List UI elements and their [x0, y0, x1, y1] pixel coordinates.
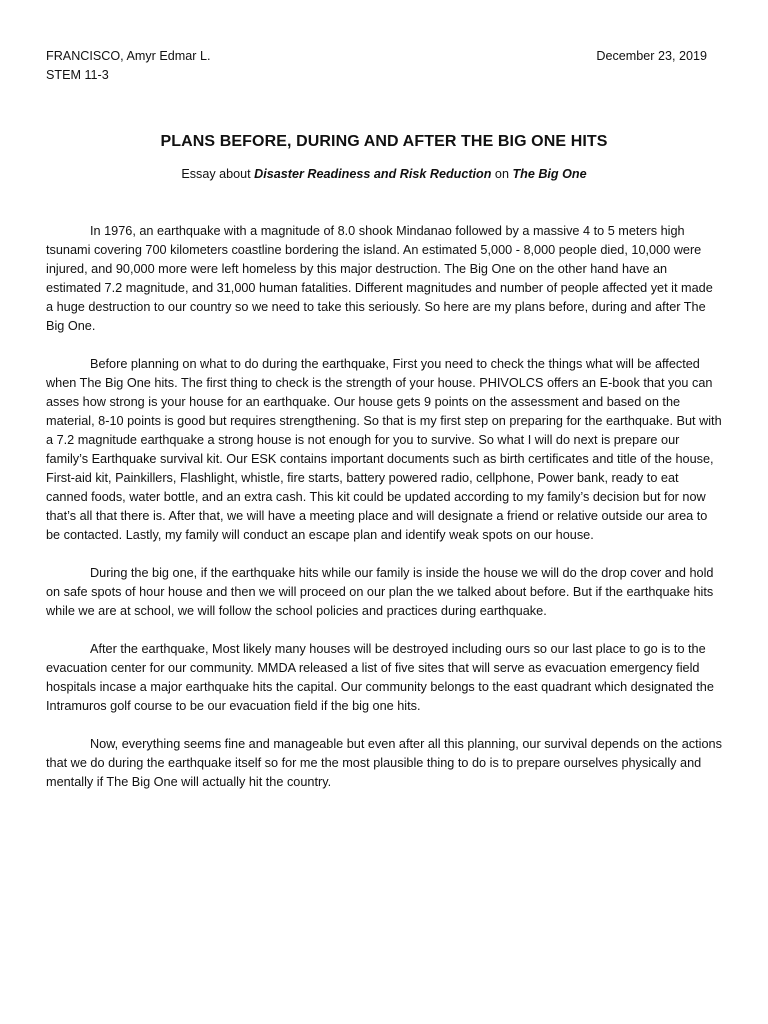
- essay-subtitle: [0, 165, 768, 184]
- paragraph-conclusion: Now, everything seems fine and manageable but even after all this planning, our survival depends on the actions that we do during the earthquake itself so for me the most plausible thing to do is to prepare ourselves physically and mentally if The Big One will actually hit the country.: [46, 737, 722, 789]
- essay-body: [46, 222, 722, 811]
- paragraph-after: After the earthquake, Most likely many houses will be destroyed including ours so our last place to go is to the evacuation center for our community. MMDA released a list of five sites that will serve as evacuation emergency field hospitals incase a major earthquake hits the capital. Our community belongs to the east quadrant which designated the Intramuros golf course to be our evacuation field if the big one hits.: [46, 642, 714, 713]
- author-name: FRANCISCO, Amyr Edmar L.: [46, 49, 211, 63]
- subtitle-subject: The Big One: [512, 167, 587, 181]
- document-date: December 23, 2019: [596, 49, 707, 63]
- subtitle-topic: Disaster Readiness and Risk Reduction: [254, 167, 492, 181]
- paragraph-intro: In 1976, an earthquake with a magnitude of 8.0 shook Mindanao followed by a massive 4 to 5 meters high tsunami covering 700 kilometers coastline bordering the island. An estimated 5,000 - 8,000 people died, 10,000 were injured, and 90,000 more were left homeless by this major destruction. The Big One on the other hand have an estimated 7.2 magnitude, and 31,000 human fatalities. Different magnitudes and number of people affected yet it made a huge destruction to our country so we need to take this seriously. So here are my plans before, during and after The Big One.: [46, 224, 713, 333]
- author-section: STEM 11-3: [46, 68, 109, 82]
- paragraph-before: Before planning on what to do during the earthquake, First you need to check the things what will be affected when The Big One hits. The first thing to check is the strength of your house. PHIVOLCS offers an E-book that you can asses how strong is your house for an earthquake. Our house gets 9 points on the assessment and based on the material, 8-10 points is good but requires strengthening. So that is my first step on preparing for the earthquake. But with a 7.2 magnitude earthquake a strong house is not enough for you to survive. So what I will do next is prepare our family’s Earthquake survival kit. Our ESK contains important documents such as birth certificates and title of the house, First-aid kit, Painkillers, Flashlight, whistle, fire starts, battery powered radio, cellphone, Power bank, ready to eat canned foods, water bottle, and an extra cash. This kit could be updated according to my family’s decision but for now that’s all that there is. After that, we will have a meeting place and will designate a friend or relative outside our area to be contacted. Lastly, my family will conduct an escape plan and identify weak spots on our house.: [46, 357, 722, 542]
- author-block: [46, 47, 210, 85]
- paragraph-during: During the big one, if the earthquake hits while our family is inside the house we will do the drop cover and hold on safe spots of hour house and then we will proceed on our plan the we talked about before. But if the earthquake hits while we are at school, we will follow the school policies and practices during earthquake.: [46, 566, 714, 618]
- subtitle-connector: on: [491, 167, 513, 181]
- essay-title: PLANS BEFORE, DURING AND AFTER THE BIG ONE HITS: [160, 133, 608, 150]
- subtitle-prefix: Essay about: [181, 167, 255, 181]
